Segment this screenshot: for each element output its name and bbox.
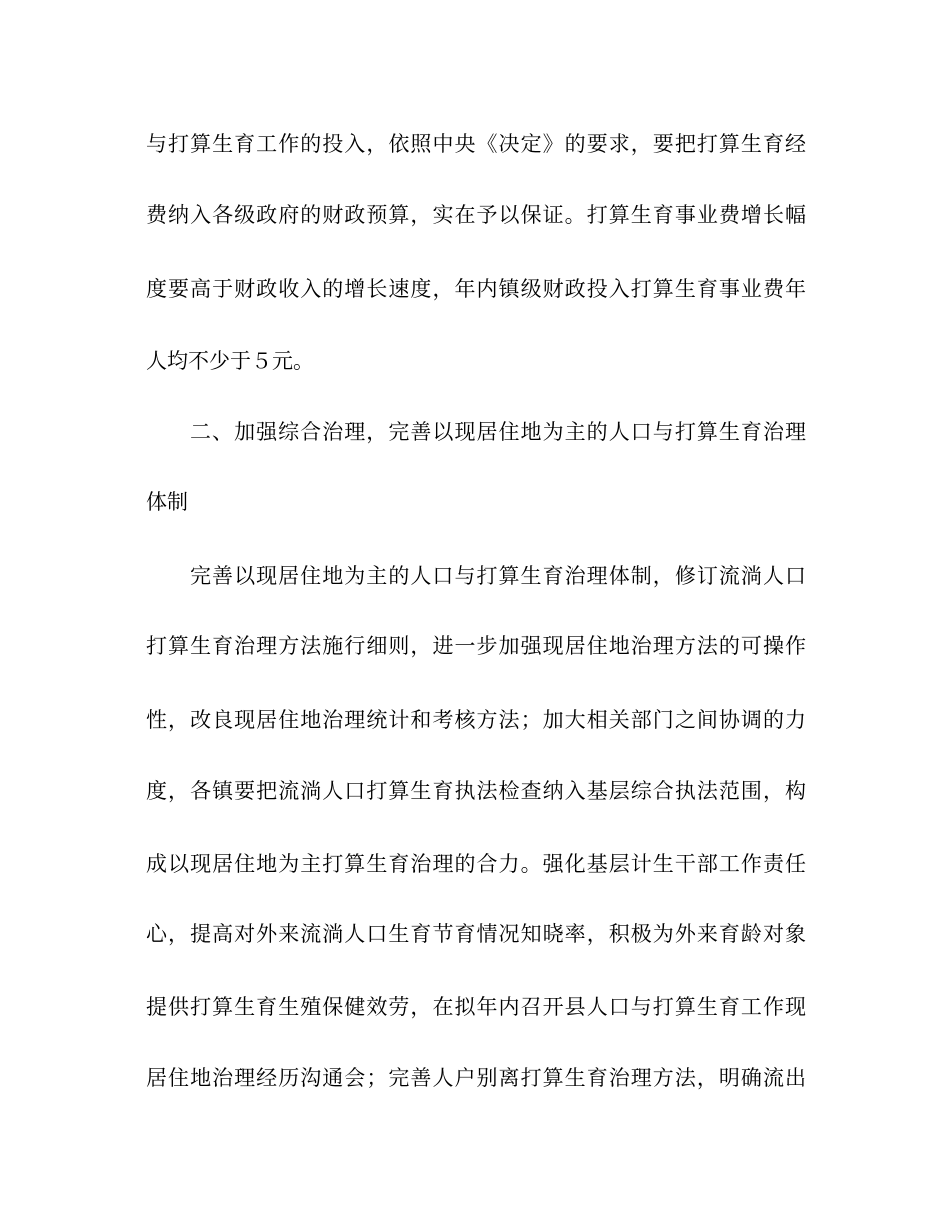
paragraph-line-7: 性，改良现居住地治理统计和考核方法；加大相关部门之间协调的力: [146, 708, 806, 732]
paragraph-line-1: 与打算生育工作的投入，依照中央《决定》的要求，要把打算生育经: [146, 132, 806, 156]
paragraph-line-5: 完善以现居住地为主的人口与打算生育治理体制，修订流淌人口: [190, 564, 806, 588]
paragraph-line-11: 提供打算生育生殖保健效劳，在拟年内召开县人口与打算生育工作现: [146, 995, 806, 1019]
paragraph-line-2: 费纳入各级政府的财政预算，实在予以保证。打算生育事业费增长幅: [146, 203, 806, 227]
paragraph-line-4: 人均不少于５元。: [146, 349, 314, 373]
paragraph-line-12: 居住地治理经历沟通会；完善人户别离打算生育治理方法，明确流出: [146, 1066, 806, 1090]
paragraph-line-9: 成以现居住地为主打算生育治理的合力。强化基层计生干部工作责任: [146, 852, 806, 876]
paragraph-line-8: 度，各镇要把流淌人口打算生育执法检查纳入基层综合执法范围，构: [146, 779, 806, 803]
paragraph-line-3: 度要高于财政收入的增长速度，年内镇级财政投入打算生育事业费年: [146, 277, 806, 301]
section-heading-line-1: 二、加强综合治理，完善以现居住地为主的人口与打算生育治理: [190, 420, 806, 444]
section-heading-line-2: 体制: [146, 490, 188, 514]
paragraph-line-6: 打算生育治理方法施行细则，进一步加强现居住地治理方法的可操作: [146, 634, 806, 658]
paragraph-line-10: 心，提高对外来流淌人口生育节育情况知晓率，积极为外来育龄对象: [146, 922, 806, 946]
